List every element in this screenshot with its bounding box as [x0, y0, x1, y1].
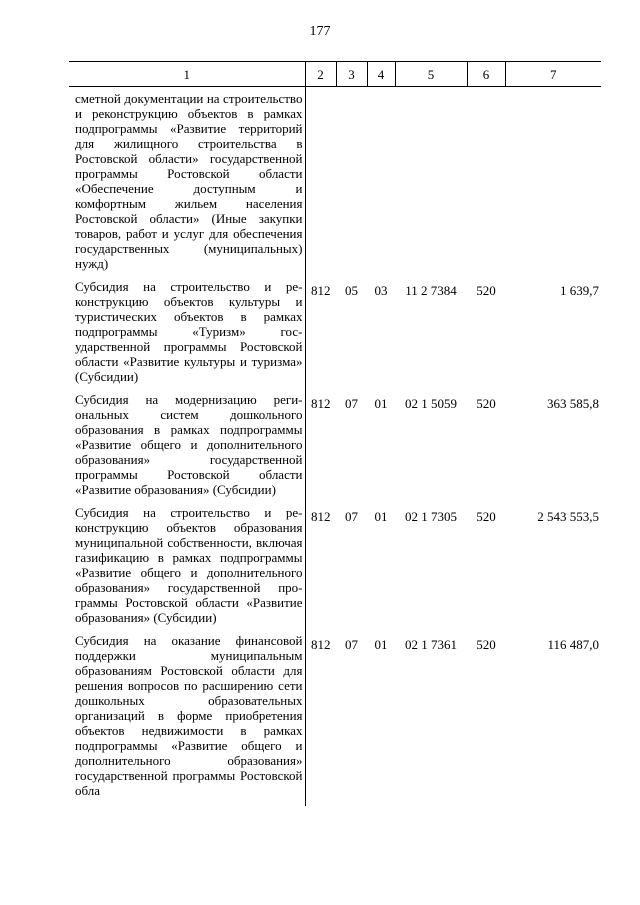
row-section-code: 07 — [345, 396, 358, 411]
row-section-code: 05 — [345, 283, 358, 298]
row-subsection-code: 01 — [374, 509, 388, 524]
row-amount: 116 487,0 — [547, 637, 599, 652]
row-amount: 363 585,8 — [547, 396, 599, 411]
column-header-7: 7 — [505, 62, 601, 87]
row-target-code: 11 2 7384 — [405, 283, 457, 298]
table-row — [69, 505, 601, 633]
row-expense-type: 520 — [476, 283, 496, 298]
row-ministry-code — [305, 87, 336, 280]
row-expense-type: 520 — [476, 637, 496, 652]
row-description: Субсидия на оказание финансовой поддержки муниципальным образованиям Ростовской области для решения вопросов по расширению сети дошкольных образовательных организаций в форме приобретения объектов недвижимости в рамках подпрограммы «Развитие общего и дополнительного образования» государственной программы Ростовской обла — [69, 633, 305, 806]
table-header-row — [69, 62, 601, 87]
row-subsection-code — [367, 87, 395, 280]
row-ministry-code: 812 — [311, 509, 331, 524]
row-expense-type: 520 — [476, 509, 496, 524]
row-expense-type: 520 — [476, 396, 496, 411]
column-header-2: 2 — [305, 62, 336, 87]
table-row — [69, 87, 601, 280]
row-target-code — [395, 87, 467, 280]
budget-table — [69, 61, 601, 806]
page-number: 177 — [309, 24, 331, 39]
row-subsection-code: 01 — [374, 396, 388, 411]
row-expense-type — [467, 87, 505, 280]
table-row — [69, 392, 601, 505]
row-target-code: 02 1 7361 — [405, 637, 457, 652]
row-subsection-code: 03 — [374, 283, 388, 298]
row-section-code: 07 — [345, 637, 358, 652]
column-header-4: 4 — [367, 62, 395, 87]
row-ministry-code: 812 — [311, 396, 331, 411]
table-row — [69, 279, 601, 392]
row-description: сметной документации на строительство и реконструкцию объектов в рамках подпрограммы «Развитие территорий для жилищного строительства в Ростовской области» государственной программы Ростовской области «Обеспечение доступным и комфортным жильем населения Ростовской области» (Иные закупки товаров, работ и услуг для обеспечения государственных (муниципальных) нужд) — [69, 87, 305, 280]
row-amount: 1 639,7 — [560, 283, 599, 298]
row-target-code: 02 1 5059 — [405, 396, 457, 411]
row-description: Субсидия на строительство и реконструкцию объектов культуры и туристических объектов в рамках подпрограммы «Туризм» государственной программы Ростовской области «Развитие культуры и туризма» (Субсидии) — [69, 279, 305, 392]
column-header-1: 1 — [69, 62, 305, 87]
row-description: Субсидия на модернизацию региональных систем дошкольного образования в рамках подпрограммы «Развитие общего и дополнительного образования» государственной программы Ростовской области «Развитие образования» (Субсидии) — [69, 392, 305, 505]
row-section-code — [336, 87, 367, 280]
row-amount: 2 543 553,5 — [537, 509, 599, 524]
column-header-3: 3 — [336, 62, 367, 87]
column-header-6: 6 — [467, 62, 505, 87]
table-row — [69, 633, 601, 806]
row-subsection-code: 01 — [374, 637, 388, 652]
column-header-5: 5 — [395, 62, 467, 87]
row-amount — [505, 87, 601, 280]
row-description: Субсидия на строительство и реконструкцию объектов образования муниципальной собственности, включая газификацию в рамках подпрограммы «Развитие общего и дополнительного образования» государственной программы Ростовской области «Развитие образования» (Субсидии) — [69, 505, 305, 633]
row-ministry-code: 812 — [311, 283, 331, 298]
row-target-code: 02 1 7305 — [405, 509, 457, 524]
row-ministry-code: 812 — [311, 637, 331, 652]
row-section-code: 07 — [345, 509, 358, 524]
